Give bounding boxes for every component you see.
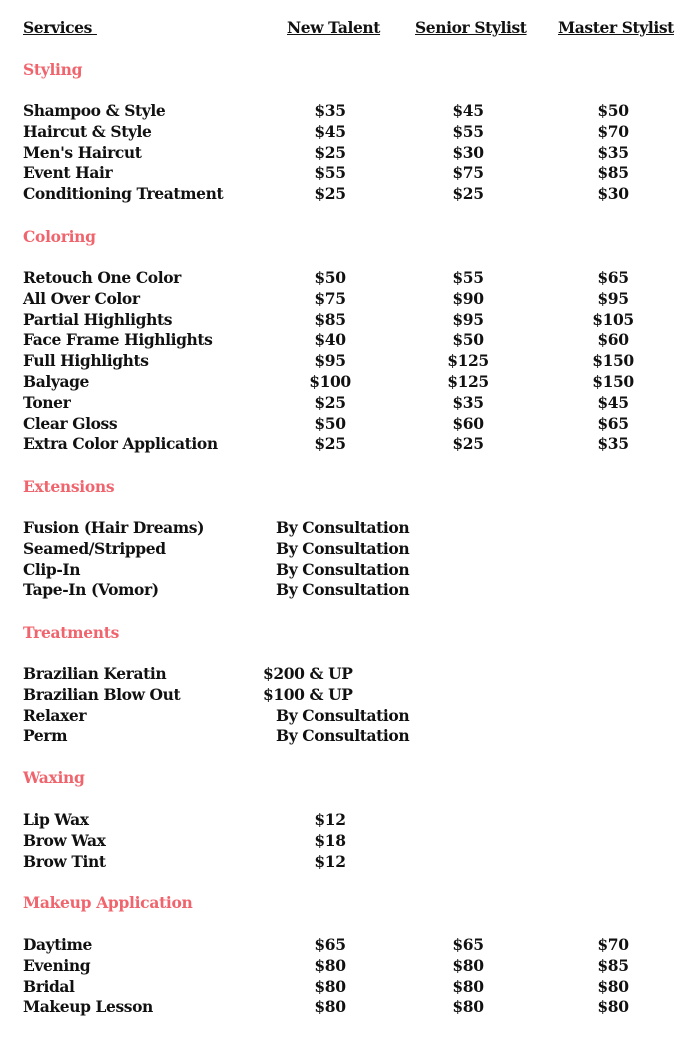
section-title-extensions: Extensions <box>23 477 115 496</box>
service-name: Fusion (Hair Dreams) <box>23 518 205 537</box>
service-name: Brazilian Blow Out <box>23 684 181 704</box>
price: By Consultation <box>276 726 410 746</box>
service-row <box>0 810 700 831</box>
service-row <box>0 852 700 873</box>
price-master-stylist: $85 <box>597 163 629 183</box>
service-name: Event Hair <box>23 163 113 183</box>
price: $12 <box>314 810 346 829</box>
price-master-stylist: $50 <box>597 101 629 120</box>
price-new-talent: $80 <box>314 997 346 1017</box>
price-new-talent: $100 <box>309 372 351 391</box>
header-new-talent: New Talent <box>287 18 381 37</box>
service-row <box>0 935 700 956</box>
service-row <box>0 580 700 601</box>
service-name: Partial Highlights <box>23 309 173 329</box>
price: $18 <box>314 830 346 850</box>
service-name: Extra Color Application <box>23 434 218 454</box>
price-new-talent: $35 <box>314 101 346 120</box>
service-row <box>0 310 700 331</box>
price-new-talent: $55 <box>314 163 346 183</box>
service-name: Lip Wax <box>23 810 89 829</box>
section-title-coloring: Coloring <box>23 227 96 246</box>
service-name: All Over Color <box>23 288 140 308</box>
service-row <box>0 122 700 143</box>
price-new-talent: $80 <box>314 976 346 996</box>
service-name: Perm <box>23 726 68 746</box>
price-master-stylist: $35 <box>597 142 629 162</box>
section-title-styling: Styling <box>23 60 83 79</box>
price-master-stylist: $80 <box>597 976 629 996</box>
service-name: Seamed/Stripped <box>23 538 166 558</box>
service-row <box>0 977 700 998</box>
service-name: Face Frame Highlights <box>23 330 213 350</box>
price-master-stylist: $70 <box>597 935 629 954</box>
service-row <box>0 539 700 560</box>
service-name: Shampoo & Style <box>23 101 166 120</box>
price-master-stylist: $85 <box>597 955 629 975</box>
section-title-treatments: Treatments <box>23 623 120 642</box>
price-senior-stylist: $55 <box>452 268 484 287</box>
price-new-talent: $80 <box>314 955 346 975</box>
service-row <box>0 706 700 727</box>
price-senior-stylist: $90 <box>452 288 484 308</box>
price-senior-stylist: $25 <box>452 434 484 454</box>
price-senior-stylist: $80 <box>452 997 484 1017</box>
service-row <box>0 372 700 393</box>
price-senior-stylist: $30 <box>452 142 484 162</box>
price: By Consultation <box>276 705 410 725</box>
service-row <box>0 664 700 685</box>
service-row <box>0 685 700 706</box>
price-new-talent: $50 <box>314 268 346 287</box>
price-senior-stylist: $60 <box>452 413 484 433</box>
service-row <box>0 351 700 372</box>
service-name: Clear Gloss <box>23 413 118 433</box>
price-senior-stylist: $80 <box>452 976 484 996</box>
service-row <box>0 518 700 539</box>
price-master-stylist: $105 <box>592 309 634 329</box>
price-master-stylist: $35 <box>597 434 629 454</box>
service-row <box>0 956 700 977</box>
price-master-stylist: $45 <box>597 392 629 412</box>
service-name: Retouch One Color <box>23 268 181 287</box>
service-name: Makeup Lesson <box>23 997 153 1017</box>
price-master-stylist: $80 <box>597 997 629 1017</box>
service-row <box>0 560 700 581</box>
service-name: Evening <box>23 955 91 975</box>
price-senior-stylist: $75 <box>452 163 484 183</box>
service-name: Toner <box>23 392 71 412</box>
price-master-stylist: $70 <box>597 121 629 141</box>
price-senior-stylist: $65 <box>452 935 484 954</box>
price: By Consultation <box>276 518 410 537</box>
service-row <box>0 414 700 435</box>
service-name: Relaxer <box>23 705 87 725</box>
price-master-stylist: $30 <box>597 184 629 204</box>
service-row <box>0 101 700 122</box>
price-new-talent: $45 <box>314 121 346 141</box>
section-title-makeup: Makeup Application <box>23 893 193 912</box>
price: By Consultation <box>276 580 410 600</box>
service-row <box>0 726 700 747</box>
service-row <box>0 831 700 852</box>
service-name: Brazilian Keratin <box>23 664 167 683</box>
price: $200 & UP <box>263 664 353 683</box>
service-row <box>0 393 700 414</box>
price-senior-stylist: $25 <box>452 184 484 204</box>
service-name: Clip-In <box>23 559 81 579</box>
service-name: Daytime <box>23 935 93 954</box>
service-name: Haircut & Style <box>23 121 152 141</box>
price-senior-stylist: $35 <box>452 392 484 412</box>
price: By Consultation <box>276 538 410 558</box>
header-services: Services <box>23 18 97 37</box>
price-new-talent: $40 <box>314 330 346 350</box>
price-master-stylist: $60 <box>597 330 629 350</box>
price-master-stylist: $65 <box>597 268 629 287</box>
price-senior-stylist: $95 <box>452 309 484 329</box>
service-row <box>0 163 700 184</box>
service-name: Brow Tint <box>23 851 106 871</box>
service-name: Conditioning Treatment <box>23 184 224 204</box>
service-name: Full Highlights <box>23 351 149 371</box>
price: $100 & UP <box>263 684 353 704</box>
price-master-stylist: $150 <box>592 372 634 391</box>
price-new-talent: $25 <box>314 434 346 454</box>
service-name: Men's Haircut <box>23 142 142 162</box>
price-new-talent: $95 <box>314 351 346 371</box>
price-master-stylist: $65 <box>597 413 629 433</box>
price-senior-stylist: $125 <box>447 372 489 391</box>
price-senior-stylist: $45 <box>452 101 484 120</box>
service-row <box>0 434 700 455</box>
price-senior-stylist: $125 <box>447 351 489 371</box>
service-row <box>0 289 700 310</box>
header-senior-stylist: Senior Stylist <box>415 18 527 37</box>
price-new-talent: $50 <box>314 413 346 433</box>
service-row <box>0 330 700 351</box>
price-senior-stylist: $50 <box>452 330 484 350</box>
service-row <box>0 184 700 205</box>
service-name: Bridal <box>23 976 75 996</box>
section-title-waxing: Waxing <box>23 768 85 787</box>
service-name: Brow Wax <box>23 830 106 850</box>
service-name: Tape-In (Vomor) <box>23 580 159 600</box>
service-row <box>0 268 700 289</box>
service-name: Balyage <box>23 372 89 391</box>
price-new-talent: $25 <box>314 142 346 162</box>
price-senior-stylist: $55 <box>452 121 484 141</box>
price-master-stylist: $150 <box>592 351 634 371</box>
service-row <box>0 143 700 164</box>
header-master-stylist: Master Stylist <box>558 18 674 37</box>
price-master-stylist: $95 <box>597 288 629 308</box>
price: $12 <box>314 851 346 871</box>
price: By Consultation <box>276 559 410 579</box>
price-new-talent: $25 <box>314 392 346 412</box>
service-row <box>0 997 700 1018</box>
price-new-talent: $25 <box>314 184 346 204</box>
price-senior-stylist: $80 <box>452 955 484 975</box>
price-new-talent: $85 <box>314 309 346 329</box>
price-new-talent: $65 <box>314 935 346 954</box>
price-new-talent: $75 <box>314 288 346 308</box>
